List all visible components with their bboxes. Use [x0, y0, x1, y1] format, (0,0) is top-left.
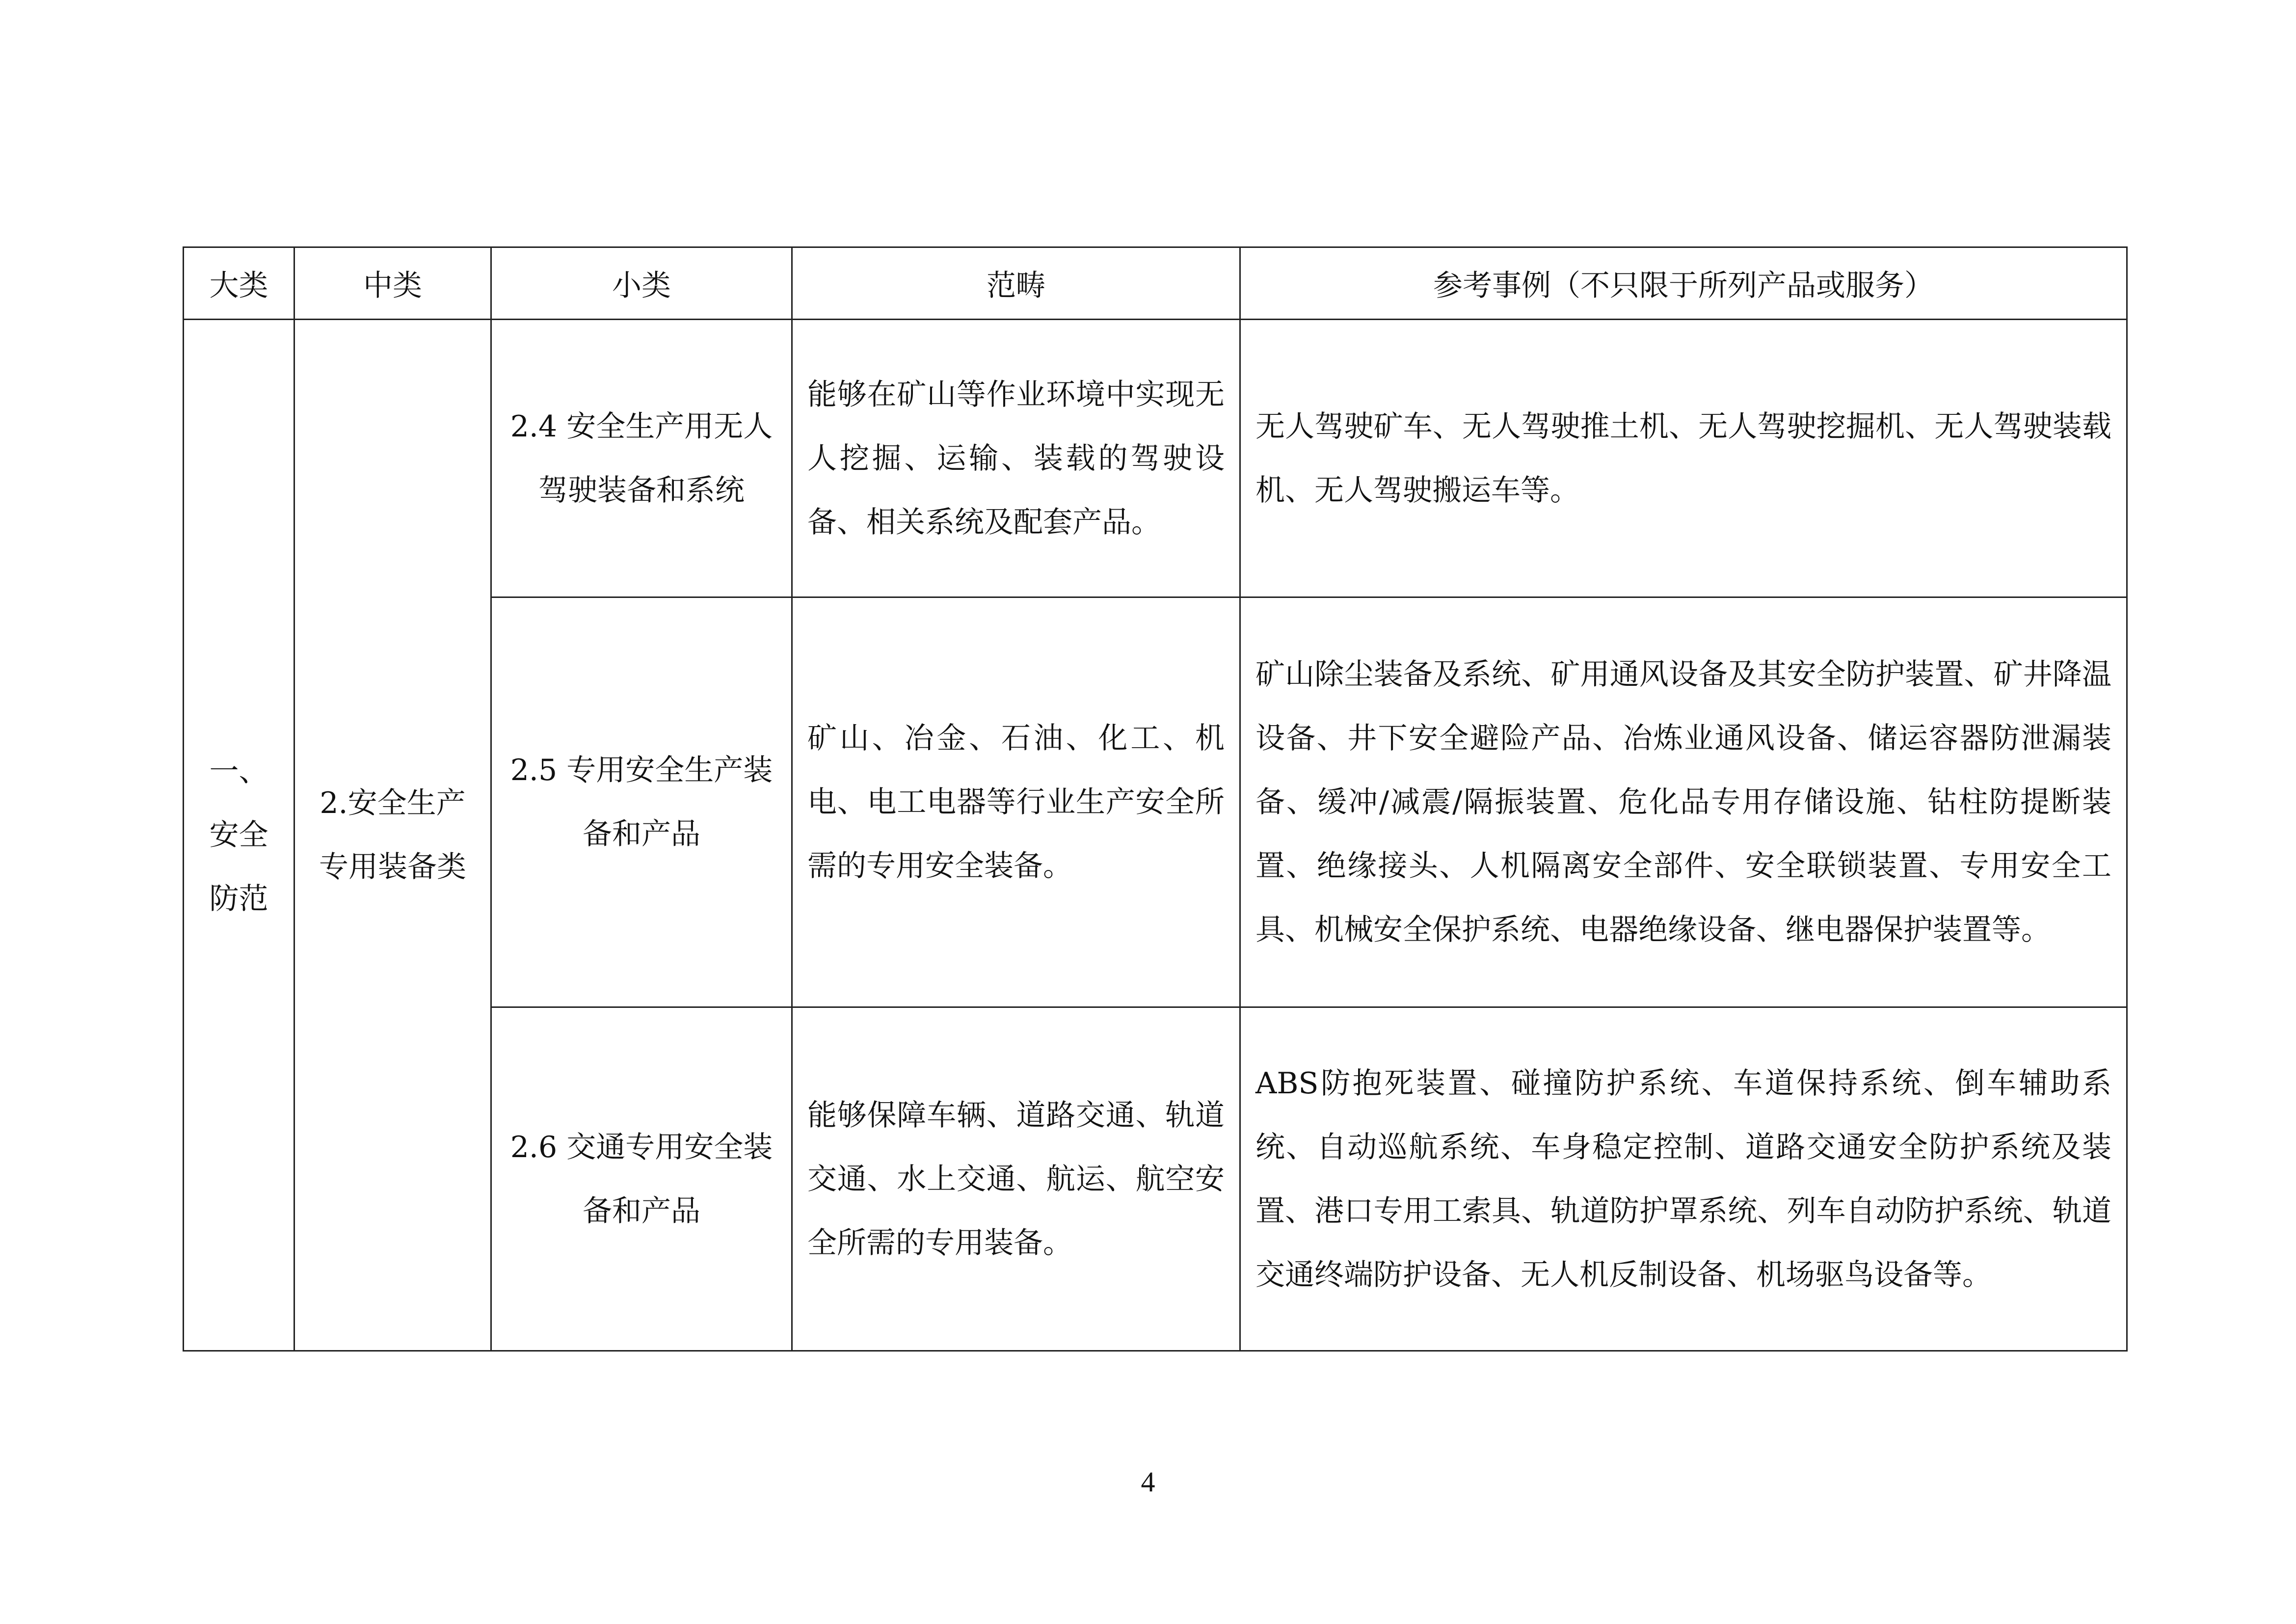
examples-text: 矿山除尘装备及系统、矿用通风设备及其安全防护装置、矿井降温设备、井下安全避险产品、冶炼业通风设备、储运容器防泄漏装备、缓冲/减震/隔振装置、危化品专用存储设施、钻柱防提断装置、绝缘接头、人机隔离安全部件、安全联锁装置、专用安全工具、机械安全保护系统、电器绝缘设备、继电器保护装置等。: [1255, 657, 2111, 947]
examples-cell: [1240, 320, 2127, 597]
scope-cell: [792, 597, 1240, 1007]
scope-text: 能够在矿山等作业环境中实现无人挖掘、运输、装载的驾驶设备、相关系统及配套产品。: [807, 377, 1225, 540]
minor-category-text: 2.5 专用安全生产装备和产品: [510, 753, 773, 851]
middle-category-text: 2.安全生产专用装备类: [319, 786, 466, 884]
minor-category-text: 2.6 交通专用安全装备和产品: [510, 1130, 773, 1228]
examples-text: 无人驾驶矿车、无人驾驶推土机、无人驾驶挖掘机、无人驾驶装载机、无人驾驶搬运车等。: [1255, 409, 2111, 508]
minor-category-cell: [491, 320, 792, 597]
scope-cell: [792, 320, 1240, 597]
examples-cell: [1240, 1007, 2127, 1351]
header-major-category: 大类: [184, 247, 294, 320]
scope-text: 能够保障车辆、道路交通、轨道交通、水上交通、航运、航空安全所需的专用装备。: [807, 1098, 1225, 1260]
header-examples: 参考事例（不只限于所列产品或服务）: [1240, 247, 2127, 320]
header-scope: 范畴: [792, 247, 1240, 320]
table-header-row: [184, 247, 2127, 320]
scope-cell: [792, 1007, 1240, 1351]
table-row: [184, 320, 2127, 597]
header-minor-category: 小类: [491, 247, 792, 320]
minor-category-cell: [491, 1007, 792, 1351]
examples-cell: [1240, 597, 2127, 1007]
minor-category-text: 2.4 安全生产用无人驾驶装备和系统: [510, 409, 773, 508]
major-category-text: 一、安全防范: [209, 754, 268, 916]
header-middle-category: 中类: [294, 247, 491, 320]
category-table: [183, 246, 2128, 1352]
middle-category-cell: [294, 320, 491, 1351]
page-number: 4: [1141, 1466, 1155, 1498]
examples-text: ABS防抱死装置、碰撞防护系统、车道保持系统、倒车辅助系统、自动巡航系统、车身稳定控制、道路交通安全防护系统及装置、港口专用工索具、轨道防护罩系统、列车自动防护系统、轨道交通终端防护设备、无人机反制设备、机场驱鸟设备等。: [1255, 1066, 2111, 1292]
major-category-cell: [184, 320, 294, 1351]
scope-text: 矿山、冶金、石油、化工、机电、电工电器等行业生产安全所需的专用安全装备。: [807, 721, 1225, 883]
minor-category-cell: [491, 597, 792, 1007]
